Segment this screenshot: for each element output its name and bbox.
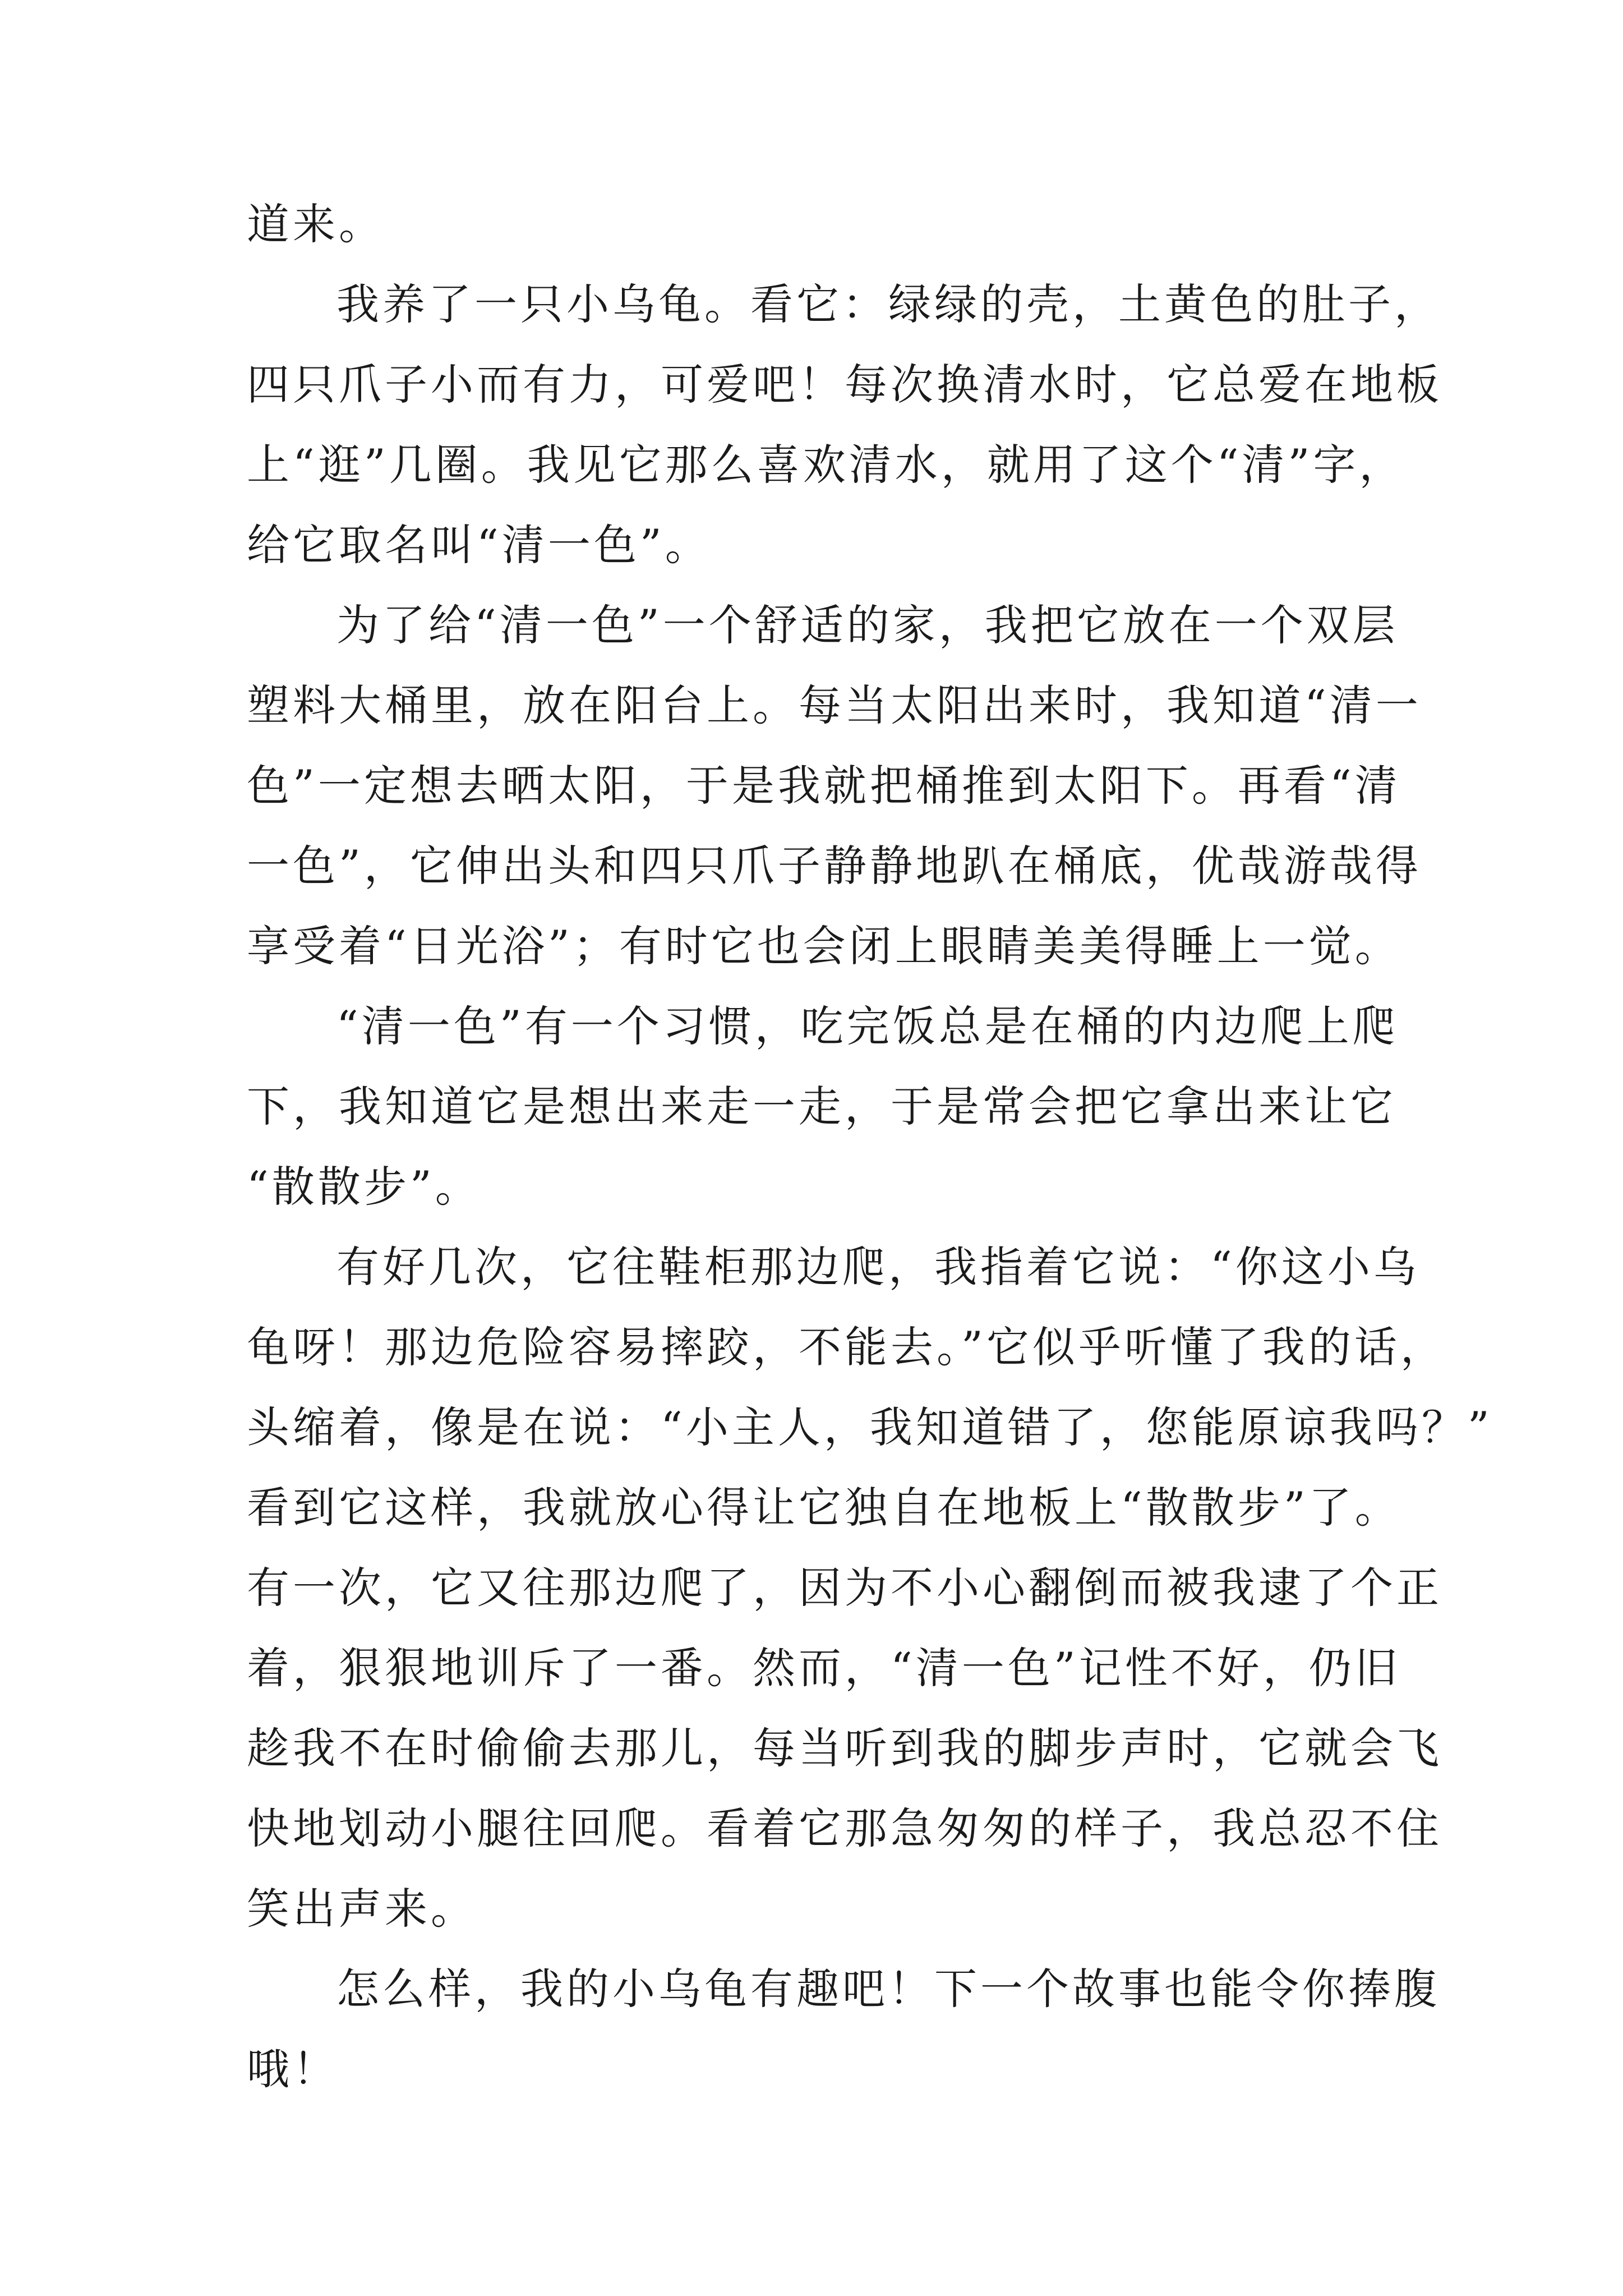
text-line: 有好几次，它往鞋柜那边爬，我指着它说：“你这小乌: [336, 1242, 1419, 1292]
text-line: 看到它这样，我就放心得让它独自在地板上“散散步”了。: [247, 1483, 1401, 1533]
text-line: 趁我不在时偷偷去那儿，每当听到我的脚步声时，它就会飞: [247, 1723, 1442, 1773]
text-line: 我养了一只小乌龟。看它：绿绿的壳，土黄色的肚子，: [336, 279, 1440, 329]
text-line: 道来。: [247, 199, 385, 249]
text-line: 给它取名叫“清一色”。: [247, 520, 711, 570]
text-line: 四只爪子小而有力，可爱吧！每次换清水时，它总爱在地板: [247, 360, 1442, 409]
text-line: 哦！: [247, 2044, 339, 2094]
text-line: 着，狠狠地训斥了一番。然而，“清一色”记性不好，仍旧: [247, 1643, 1401, 1693]
text-line: 上“逛”几圈。我见它那么喜欢清水，就用了这个“清”字，: [247, 440, 1405, 490]
text-line: 怎么样，我的小乌龟有趣吧！下一个故事也能令你捧腹: [336, 1964, 1440, 2014]
text-line: 下，我知道它是想出来走一走，于是常会把它拿出来让它: [247, 1082, 1396, 1131]
text-line: “散散步”。: [247, 1162, 481, 1212]
text-line: 为了给“清一色”一个舒适的家，我把它放在一个双层: [336, 600, 1399, 650]
text-line: 一色”，它伸出头和四只爪子静静地趴在桶底，优哉游哉得: [247, 841, 1422, 891]
text-line: 塑料大桶里，放在阳台上。每当太阳出来时，我知道“清一: [247, 680, 1422, 730]
text-line: 色”一定想去晒太阳，于是我就把桶推到太阳下。再看“清: [247, 761, 1401, 811]
text-line: 龟呀！那边危险容易摔跤，不能去。”它似乎听懂了我的话，: [247, 1322, 1446, 1372]
text-line: 头缩着，像是在说：“小主人，我知道错了，您能原谅我吗？”: [247, 1402, 1493, 1452]
text-line: 有一次，它又往那边爬了，因为不小心翻倒而被我逮了个正: [247, 1563, 1442, 1613]
text-line: 快地划动小腿往回爬。看着它那急匆匆的样子，我总忍不住: [247, 1803, 1442, 1853]
text-line: 享受着“日光浴”；有时它也会闭上眼睛美美得睡上一觉。: [247, 921, 1401, 971]
text-line: 笑出声来。: [247, 1884, 477, 1934]
text-line: “清一色”有一个习惯，吃完饭总是在桶的内边爬上爬: [336, 1001, 1399, 1051]
